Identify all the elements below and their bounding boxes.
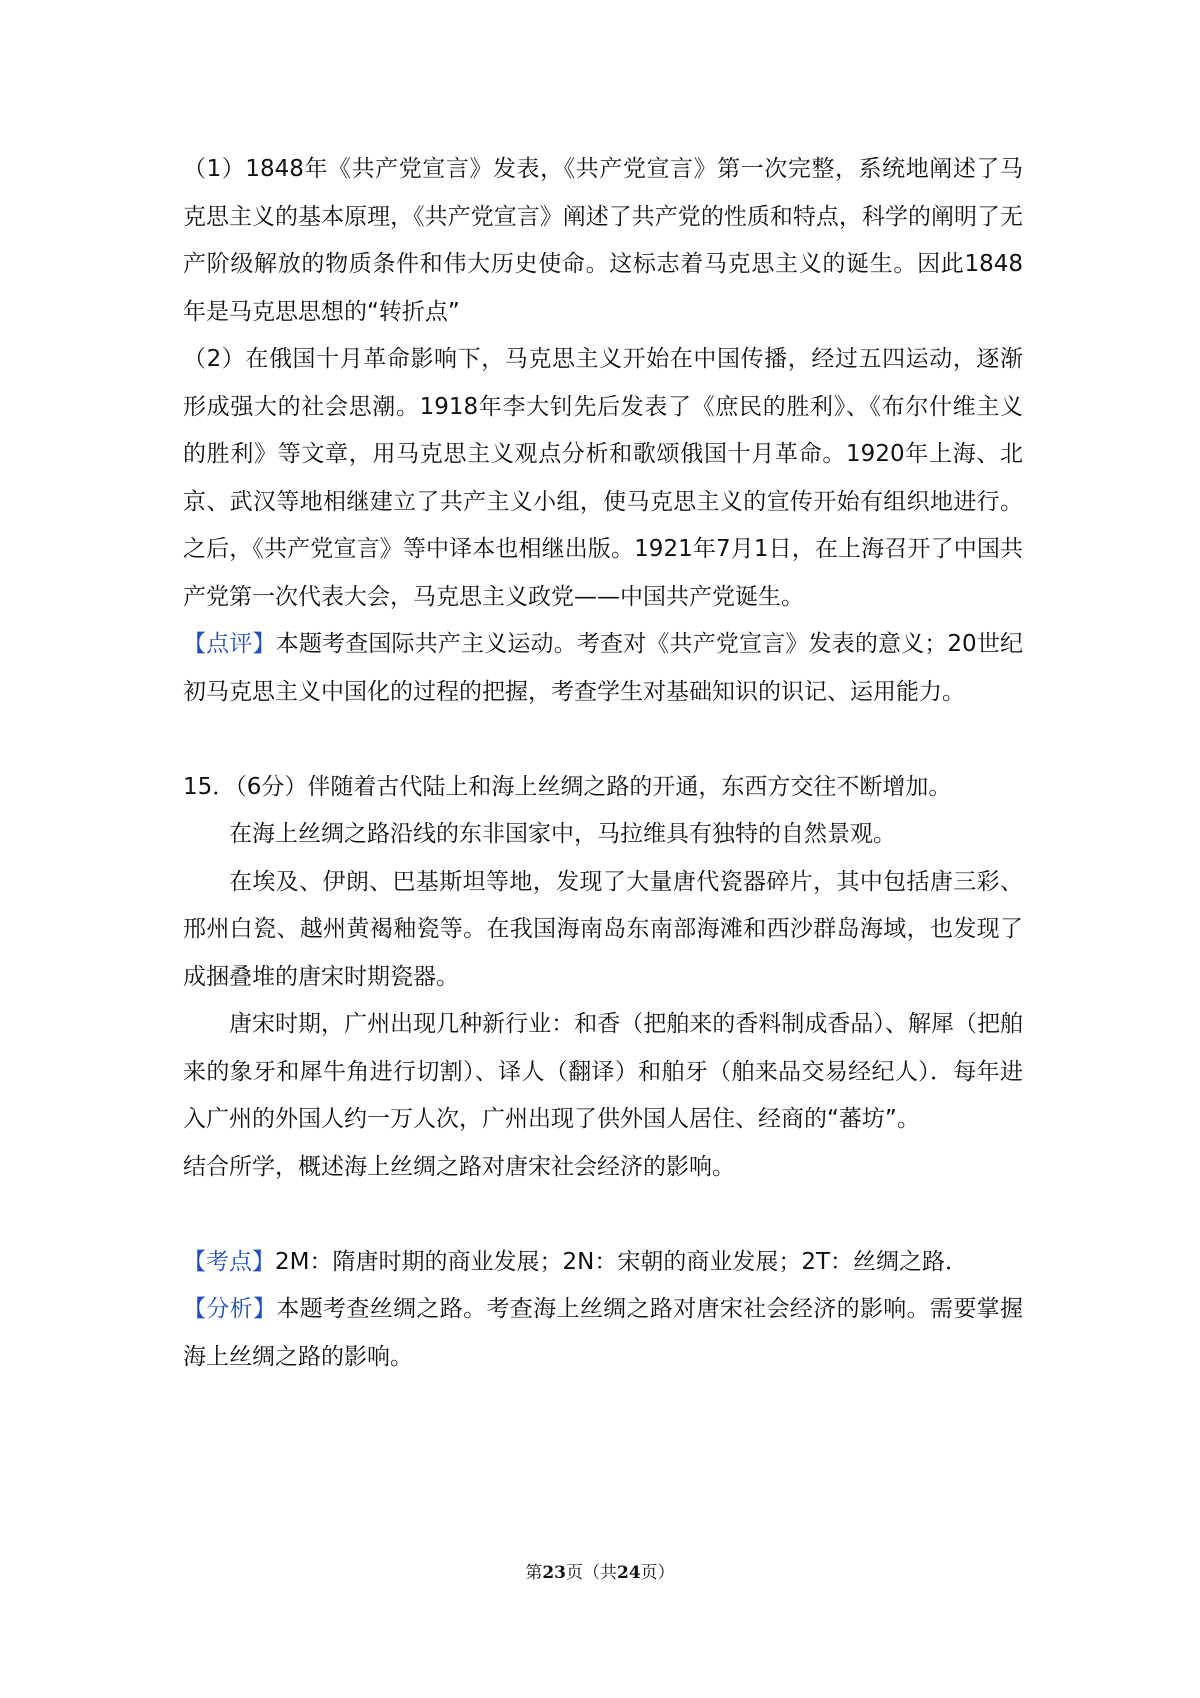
material-2: 在埃及、伊朗、巴基斯坦等地，发现了大量唐代瓷器碎片，其中包括唐三彩、邢州白瓷、越州黄褐釉瓷等。在我国海南岛东南部海滩和西沙群岛海域，也发现了成捆叠堆的唐宋时期瓷器。 (183, 868, 1023, 990)
footer-middle: 页（共 (566, 1563, 617, 1583)
footer-suffix: 页） (640, 1563, 675, 1583)
material-1: 在海上丝绸之路沿线的东非国家中，马拉维具有独特的自然景观。 (229, 821, 896, 847)
page-content (183, 146, 1023, 1381)
comment-tag: 【点评】 (183, 631, 276, 657)
spacer (183, 716, 1023, 764)
question-prompt: 结合所学，概述海上丝绸之路对唐宋社会经济的影响。 (183, 1153, 735, 1180)
spacer (183, 1191, 1023, 1239)
fenxi-text: 本题考查丝绸之路。考查海上丝绸之路对唐宋社会经济的影响。需要掌握海上丝绸之路的影响。 (183, 1296, 1024, 1370)
comment-paragraph (183, 621, 1023, 716)
answer-part-2: （2）在俄国十月革命影响下，马克思主义开始在中国传播，经过五四运动，逐渐形成强大的社会思潮。1918年李大钊先后发表了《庶民的胜利》、《布尔什维主义的胜利》等文章，用马克思主义观点分析和歌颂俄国十月革命。1920年上海、北京、武汉等地相继建立了共产主义小组，使马克思主义的宣传开始有组织地进行。之后，《共产党宣言》等中译本也相继出版。1921年7月1日，在上海召开了中国共产党第一次代表大会，马克思主义政党——中国共产党诞生。 (183, 346, 1023, 610)
fenxi-paragraph (183, 1286, 1023, 1381)
material-3: 唐宋时期，广州出现几种新行业：和香（把舶来的香料制成香品）、解犀（把舶来的象牙和犀牛角进行切割）、译人（翻译）和舶牙（舶来品交易经纪人）．每年进入广州的外国人约一万人次，广州出现了供外国人居住、经商的“蕃坊”。 (183, 1011, 1023, 1132)
current-page-number: 23 (542, 1563, 566, 1583)
kaodian-text: 2M：隋唐时期的商业发展；2N：宋朝的商业发展；2T：丝绸之路． (275, 1248, 968, 1275)
comment-text: 本题考查国际共产主义运动。考查对《共产党宣言》发表的意义；20世纪初马克思主义中国化的过程的把握，考查学生对基础知识的识记、运用能力。 (183, 631, 1024, 705)
footer-prefix: 第 (525, 1563, 543, 1583)
total-page-number: 24 (617, 1563, 641, 1583)
page-footer (0, 1558, 1200, 1583)
kaodian-tag: 【考点】 (183, 1248, 275, 1275)
answer-part-1: （1）1848年《共产党宣言》发表，《共产党宣言》第一次完整，系统地阐述了马克思主义的基本原理，《共产党宣言》阐述了共产党的性质和特点，科学的阐明了无产阶级解放的物质条件和伟大历史使命。这标志着马克思主义的诞生。因此1848年是马克思思想的“转折点” (183, 156, 1023, 325)
question-15-stem: 15．（6分）伴随着古代陆上和海上丝绸之路的开通，东西方交往不断增加。 (183, 773, 952, 800)
kaodian-paragraph (183, 1239, 1023, 1287)
fenxi-tag: 【分析】 (183, 1296, 277, 1322)
